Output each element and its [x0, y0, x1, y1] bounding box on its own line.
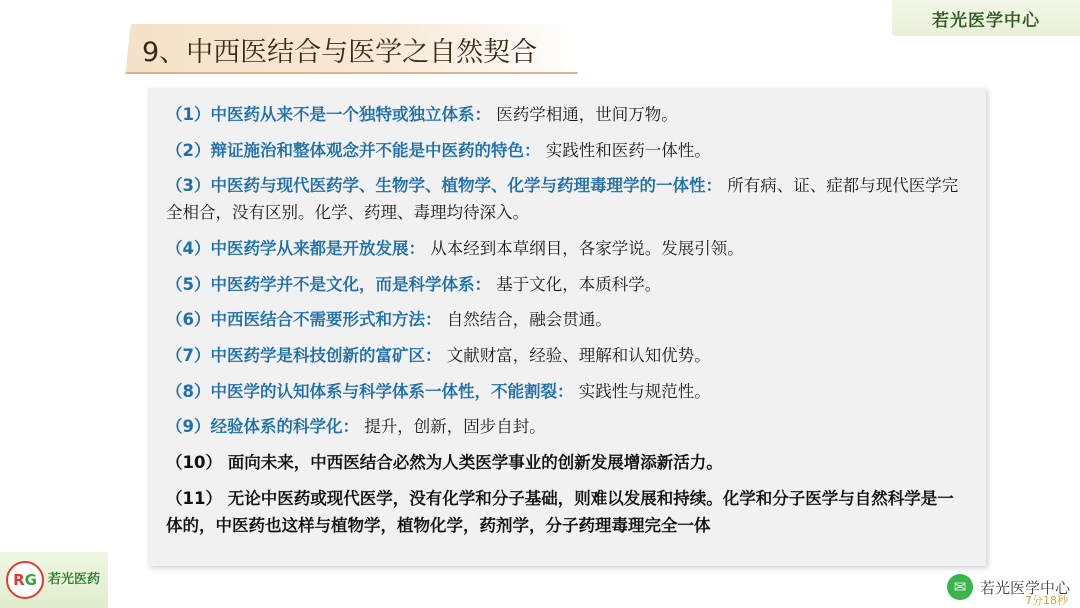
page-title: 9、中西医结合与医学之自然契合	[142, 37, 538, 68]
list-item-tail: 所有病、证、症都与现代医学完全相合，没有区别。化学、药理、毒理均待深入。	[166, 176, 959, 223]
list-item-number: （6）	[166, 310, 211, 330]
list-item-tail: 实践性与规范性。	[573, 381, 711, 401]
rg-logo-g: G	[24, 571, 37, 589]
list-item	[166, 236, 964, 263]
list-item	[166, 138, 964, 165]
list-item-head: 中西医结合不需要形式和方法：	[210, 310, 442, 330]
list-item-tail: 从本经到本草纲目，各家学说。发展引领。	[424, 238, 744, 258]
list-item-number: （8）	[166, 381, 211, 401]
list-item-tail: 自然结合，融会贯通。	[441, 310, 612, 330]
list-item-head: 中医药学并不是文化，而是科学体系：	[210, 274, 491, 294]
brand-logo-bottom	[0, 552, 108, 608]
list-item	[166, 272, 964, 299]
list-item	[166, 414, 964, 441]
list-item	[166, 486, 964, 539]
list-item-head: 中医药学是科技创新的富矿区：	[210, 346, 442, 366]
list-item-tail: 实践性和医药一体性。	[540, 140, 711, 160]
list-item-head: 中医药从来不是一个独特或独立体系：	[210, 105, 491, 124]
list-item-number: （1）	[166, 105, 211, 124]
list-item-number: （5）	[166, 274, 211, 294]
list-item-head: 经验体系的科学化：	[210, 417, 359, 437]
list-item-head: 中医学的认知体系与科学体系一体性，不能割裂：	[210, 381, 574, 401]
list-item	[166, 102, 964, 129]
list-item	[166, 173, 964, 226]
wechat-icon: ✉	[947, 574, 973, 600]
brand-watermark-top-label: 若光医学中心	[932, 10, 1040, 31]
brand-logo-bottom-label: 若光医药	[48, 571, 101, 587]
content-panel	[148, 88, 986, 566]
list-item	[166, 379, 964, 406]
list-item	[166, 307, 964, 334]
list-item-number: （3）	[166, 176, 211, 196]
list-item-number: （2）	[166, 140, 211, 160]
list-item-number: （11）	[166, 488, 222, 508]
follow-bar-label: 若光医学中心	[979, 578, 1070, 597]
list-item-head: 无论中医药或现代医学，没有化学和分子基础，则难以发展和持续。化学和分子医学与自然科学是一体的，中医药也这样与植物学，植物化学，药剂学，分子药理毒理完全一体	[166, 488, 954, 535]
list-item-tail: 文献财富，经验、理解和认知优势。	[441, 346, 711, 366]
list-item-number: （9）	[166, 417, 211, 437]
list-item-head: 面向未来，中西医结合必然为人类医学事业的创新发展增添新活力。	[221, 453, 723, 473]
list-item-tail: 提升，创新，固步自封。	[358, 417, 546, 437]
list-item-head: 中医药学从来都是开放发展：	[210, 238, 425, 258]
brand-watermark-top	[892, 0, 1080, 36]
timecode-label: 7分18秒	[1025, 594, 1068, 607]
list-item-head: 中医药与现代医药学、生物学、植物学、化学与药理毒理学的一体性：	[210, 176, 722, 196]
list-item-number: （10）	[166, 453, 222, 473]
list-item-head: 辩证施治和整体观念并不能是中医药的特色：	[210, 140, 541, 160]
list-item-tail: 基于文化，本质科学。	[490, 274, 662, 294]
list-item	[166, 450, 964, 477]
list-item	[166, 343, 964, 370]
list-item-number: （7）	[166, 346, 211, 366]
rg-logo-icon: R G	[6, 561, 44, 599]
list-item-tail: 医药学相通，世间万物。	[490, 105, 678, 124]
list-item-number: （4）	[166, 238, 211, 258]
